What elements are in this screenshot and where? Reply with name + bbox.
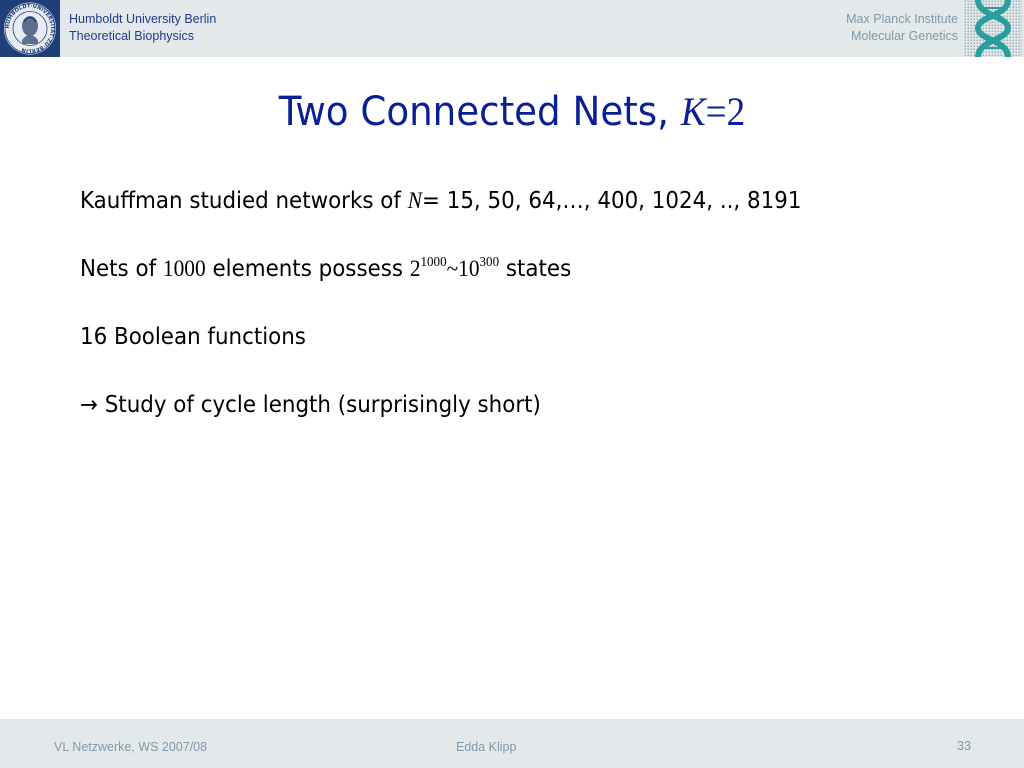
seal-text: HUMBOLDT·UNIVERSITÄT·ZU·BERLIN	[4, 3, 56, 54]
university-line: Humboldt University Berlin	[69, 12, 217, 26]
course-label: VL Netzwerke, WS 2007/08	[54, 740, 208, 754]
university-name	[69, 11, 216, 45]
formula-base: 2	[409, 256, 421, 281]
formula-exponent: 1000	[420, 255, 447, 270]
dna-helix-icon	[964, 0, 1022, 57]
bullet-number: 1000	[162, 256, 206, 281]
department-line: Theoretical Biophysics	[69, 29, 195, 43]
bullet-text: states	[499, 256, 572, 282]
bullet-text: Kauffman studied networks of	[80, 188, 408, 214]
bullet-text: = 15, 50, 64,…, 400, 1024, .., 8191	[421, 188, 802, 214]
slide-title	[36, 88, 988, 135]
institute-name	[846, 11, 958, 45]
formula-exponent: 300	[479, 255, 500, 270]
bullet-text: 16 Boolean functions	[80, 324, 306, 350]
bullet-text: Nets of	[80, 256, 163, 282]
bullet-cycle	[80, 388, 801, 422]
bullet-text: elements possess	[205, 256, 410, 282]
footer-band	[0, 719, 1024, 768]
header-band	[0, 0, 1024, 57]
arrow-right-icon: →	[80, 392, 98, 418]
bullet-networks	[80, 184, 801, 218]
bullet-boolean	[80, 320, 801, 354]
formula-approx: ~10	[446, 256, 480, 281]
bullet-variable: N	[407, 188, 422, 213]
title-value: =2	[705, 89, 746, 134]
bullet-text: Study of cycle length (surprisingly short)	[97, 392, 541, 418]
author-label: Edda Klipp	[456, 740, 517, 754]
title-prefix: Two Connected Nets,	[278, 89, 681, 135]
bullet-list	[80, 184, 801, 456]
institute-subline: Molecular Genetics	[851, 29, 958, 43]
page-number: 33	[957, 739, 971, 753]
institute-line: Max Planck Institute	[846, 12, 958, 26]
university-seal-icon	[0, 0, 60, 57]
title-variable: K	[680, 89, 706, 134]
bullet-states	[80, 252, 801, 286]
